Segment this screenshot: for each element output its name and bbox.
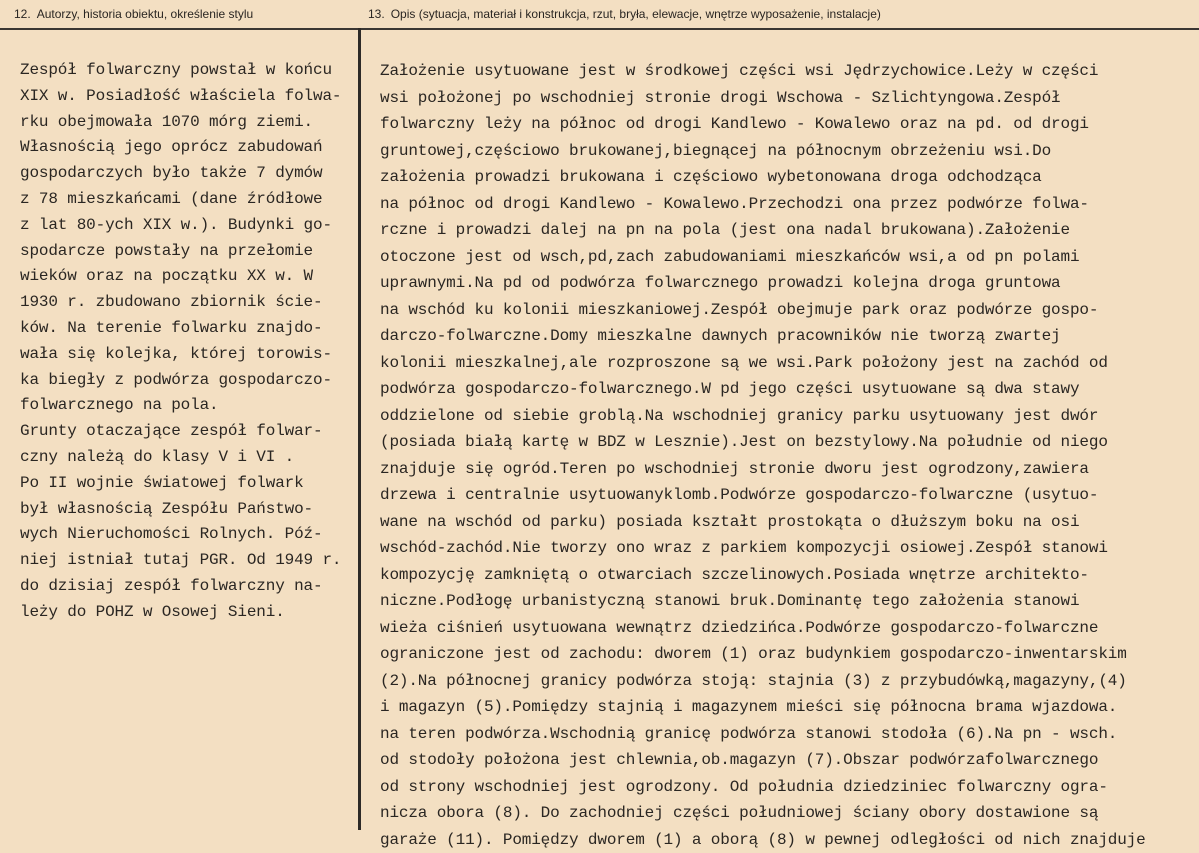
text-line: od strony wschodniej jest ogrodzony. Od południa dziedziniec folwarczny ogra- (380, 774, 1195, 801)
section-13-header (368, 7, 881, 21)
text-line: rczne i prowadzi dalej na pn na pola (jest ona nadal brukowana).Założenie (380, 217, 1195, 244)
text-line: Zespół folwarczny powstał w końcu (20, 58, 355, 84)
column-divider (358, 28, 361, 830)
text-line: gospodarczych było także 7 dymów (20, 161, 355, 187)
text-line: gruntowej,częściowo brukowanej,biegnącej na północnym obrzeżeniu wsi.Do (380, 138, 1195, 165)
text-line: i magazyn (5).Pomiędzy stajnią i magazynem mieści się północna brama wjazdowa. (380, 694, 1195, 721)
text-line: oddzielone od siebie groblą.Na wschodniej granicy parku usytuowany jest dwór (380, 403, 1195, 430)
text-line: na teren podwórza.Wschodnią granicę podwórza stanowi stodoła (6).Na pn - wsch. (380, 721, 1195, 748)
text-line: ków. Na terenie folwarku znajdo- (20, 316, 355, 342)
text-line: do dzisiaj zespół folwarczny na- (20, 574, 355, 600)
section-13-title: Opis (sytuacja, materiał i konstrukcja, rzut, bryła, elewacje, wnętrze wyposażenie, instalacje) (391, 7, 881, 21)
text-line: znajduje się ogród.Teren po wschodniej stronie dworu jest ogrodzony,zawiera (380, 456, 1195, 483)
text-line: podwórza gospodarczo-folwarcznego.W pd jego części usytuowane są dwa stawy (380, 376, 1195, 403)
text-line: na wschód ku kolonii mieszkaniowej.Zespół obejmuje park oraz podwórze gospo- (380, 297, 1195, 324)
text-line: folwarcznego na pola. (20, 393, 355, 419)
text-line: był własnością Zespółu Państwo- (20, 497, 355, 523)
text-line: (posiada białą kartę w BDZ w Lesznie).Jest on bezstylowy.Na południe od niego (380, 429, 1195, 456)
text-line: Założenie usytuowane jest w środkowej części wsi Jędrzychowice.Leży w części (380, 58, 1195, 85)
text-line: XIX w. Posiadłość właściela folwa- (20, 84, 355, 110)
history-text (20, 58, 355, 626)
section-12-title: Autorzy, historia obiektu, określenie stylu (37, 7, 254, 21)
text-line: nicza obora (8). Do zachodniej części południowej ściany obory dostawione są (380, 800, 1195, 827)
text-line: z 78 mieszkańcami (dane źródłowe (20, 187, 355, 213)
text-line: otoczone jest od wsch,pd,zach zabudowaniami mieszkańców wsi,a od pn polami (380, 244, 1195, 271)
text-line: Po II wojnie światowej folwark (20, 471, 355, 497)
text-line: uprawnymi.Na pd od podwórza folwarcznego prowadzi kolejna droga gruntowa (380, 270, 1195, 297)
text-line: niej istniał tutaj PGR. Od 1949 r. (20, 548, 355, 574)
text-line: (2).Na północnej granicy podwórza stoją: stajnia (3) z przybudówką,magazyny,(4) (380, 668, 1195, 695)
text-line: garaże (11). Pomiędzy dworem (1) a oborą (8) w pewnej odległości od nich znajduje (380, 827, 1195, 853)
text-line: wsi położonej po wschodniej stronie drogi Wschowa - Szlichtyngowa.Zespół (380, 85, 1195, 112)
text-line: wych Nieruchomości Rolnych. Póź- (20, 522, 355, 548)
text-line: spodarcze powstały na przełomie (20, 239, 355, 265)
description-text (380, 58, 1195, 853)
text-line: ka biegły z podwórza gospodarczo- (20, 368, 355, 394)
section-13-number: 13. (368, 7, 385, 21)
text-line: kompozycję zamkniętą o otwarciach szczelinowych.Posiada wnętrze architekto- (380, 562, 1195, 589)
text-line: ograniczone jest od zachodu: dworem (1) oraz budynkiem gospodarczo-inwentarskim (380, 641, 1195, 668)
text-line: wane na wschód od parku) posiada kształt prostokąta o dłuższym boku na osi (380, 509, 1195, 536)
text-line: od stodoły położona jest chlewnia,ob.magazyn (7).Obszar podwórzafolwarcznego (380, 747, 1195, 774)
section-12-header (14, 7, 253, 21)
section-12-number: 12. (14, 7, 31, 21)
text-line: rku obejmowała 1070 mórg ziemi. (20, 110, 355, 136)
text-line: na północ od drogi Kandlewo - Kowalewo.Przechodzi ona przez podwórze folwa- (380, 191, 1195, 218)
text-line: z lat 80-ych XIX w.). Budynki go- (20, 213, 355, 239)
text-line: kolonii mieszkalnej,ale rozproszone są we wsi.Park położony jest na zachód od (380, 350, 1195, 377)
text-line: założenia prowadzi brukowana i częściowo wybetonowana droga odchodząca (380, 164, 1195, 191)
text-line: wschód-zachód.Nie tworzy ono wraz z parkiem kompozycji osiowej.Zespół stanowi (380, 535, 1195, 562)
text-line: leży do POHZ w Osowej Sieni. (20, 600, 355, 626)
text-line: wieża ciśnień usytuowana wewnątrz dziedzińca.Podwórze gospodarczo-folwarczne (380, 615, 1195, 642)
text-line: drzewa i centralnie usytuowanyklomb.Podwórze gospodarczo-folwarczne (usytuo- (380, 482, 1195, 509)
text-line: Grunty otaczające zespół folwar- (20, 419, 355, 445)
text-line: niczne.Podłogę urbanistyczną stanowi bruk.Dominantę tego założenia stanowi (380, 588, 1195, 615)
text-line: wała się kolejka, której torowis- (20, 342, 355, 368)
header-rule (0, 28, 1199, 30)
text-line: wieków oraz na początku XX w. W (20, 264, 355, 290)
text-line: Własnością jego oprócz zabudowań (20, 135, 355, 161)
text-line: folwarczny leży na północ od drogi Kandlewo - Kowalewo oraz na pd. od drogi (380, 111, 1195, 138)
text-line: czny należą do klasy V i VI . (20, 445, 355, 471)
text-line: darczo-folwarczne.Domy mieszkalne dawnych pracowników nie tworzą zwartej (380, 323, 1195, 350)
text-line: 1930 r. zbudowano zbiornik ście- (20, 290, 355, 316)
